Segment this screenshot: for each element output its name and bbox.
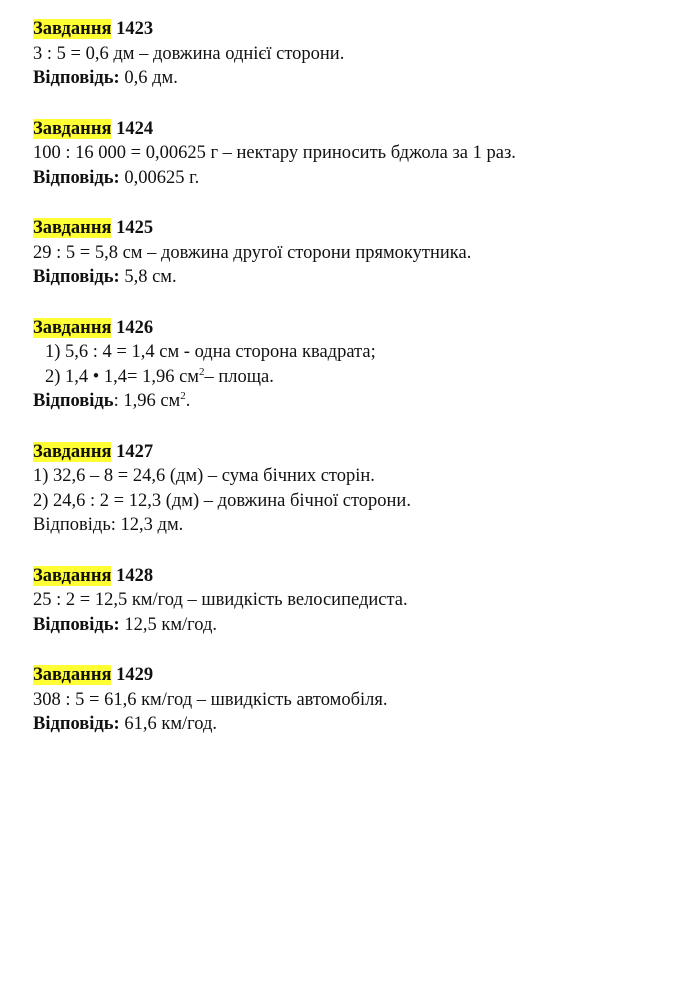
answer-value: : 1,96 см	[113, 391, 181, 411]
solution-step-1	[33, 340, 683, 365]
task-label-highlight: Завдання	[33, 565, 112, 586]
answer-line	[33, 389, 683, 414]
document-page	[33, 17, 683, 737]
task-number: 1423	[116, 19, 154, 39]
answer-label: Відповідь	[33, 391, 114, 411]
answer-label: Відповідь:	[33, 167, 120, 188]
solution-line: 2) 24,6 : 2 = 12,3 (дм) – довжина бічної сторони.	[33, 490, 411, 511]
task-heading	[33, 117, 683, 142]
task-heading	[33, 216, 683, 241]
step-tail: – площа.	[204, 366, 274, 387]
superscript: 2	[199, 365, 205, 378]
solution-line: 29 : 5 = 5,8 см – довжина другої сторони прямокутника.	[33, 242, 472, 263]
solution-line: 3 : 5 = 0,6 дм – довжина однієї сторони.	[33, 43, 345, 64]
answer-line	[33, 265, 683, 290]
task-number: 1425	[116, 218, 154, 238]
task-number: 1426	[116, 317, 154, 338]
task-label-highlight: Завдання	[33, 19, 112, 39]
answer-line	[33, 66, 683, 91]
task-number: 1429	[116, 665, 154, 685]
task-heading	[33, 564, 683, 589]
task-label-highlight: Завдання	[33, 441, 112, 462]
answer-line: Відповідь: 12,3 дм.	[33, 515, 184, 535]
task-1427	[33, 440, 683, 538]
solution-line: 25 : 2 = 12,5 км/год – швидкість велосипедиста.	[33, 590, 408, 610]
answer-value: 0,6 дм.	[119, 68, 178, 88]
task-number: 1427	[116, 441, 154, 462]
task-heading	[33, 663, 683, 688]
solution-line: 308 : 5 = 61,6 км/год – швидкість автомобіля.	[33, 689, 388, 710]
task-number: 1428	[116, 565, 154, 586]
solution-line: 100 : 16 000 = 0,00625 г – нектару приносить бджола за 1 раз.	[33, 143, 516, 163]
task-label-highlight: Завдання	[33, 218, 112, 238]
task-label-highlight: Завдання	[33, 118, 112, 139]
task-1424	[33, 117, 683, 191]
task-1429	[33, 663, 683, 737]
answer-label: Відповідь:	[33, 714, 120, 734]
answer-line	[33, 712, 683, 737]
task-1423	[33, 17, 683, 91]
task-1426	[33, 316, 683, 414]
task-label-highlight: Завдання	[33, 317, 112, 338]
answer-label: Відповідь:	[33, 68, 120, 88]
answer-value: 5,8 см.	[119, 267, 177, 287]
superscript: 2	[180, 390, 186, 402]
task-heading	[33, 316, 683, 341]
task-heading	[33, 440, 683, 465]
step-text: 2) 1,4 • 1,4= 1,96 см	[45, 366, 199, 387]
task-1425	[33, 216, 683, 290]
task-1428	[33, 564, 683, 638]
task-label-highlight: Завдання	[33, 665, 112, 685]
answer-label: Відповідь:	[33, 267, 120, 287]
answer-tail: .	[185, 391, 191, 411]
answer-value: 0,00625 г.	[119, 167, 200, 188]
task-number: 1424	[116, 118, 154, 139]
answer-value: 12,5 км/год.	[119, 614, 218, 635]
answer-value: 61,6 км/год.	[119, 714, 218, 734]
answer-label: Відповідь:	[33, 614, 120, 635]
solution-line: 1) 32,6 – 8 = 24,6 (дм) – сума бічних сторін.	[33, 466, 375, 486]
step-text: 1) 5,6 : 4 = 1,4 см - одна сторона квадрата;	[45, 342, 376, 362]
task-heading	[33, 17, 683, 42]
solution-step-2	[33, 365, 683, 390]
answer-line	[33, 613, 683, 638]
answer-line	[33, 166, 683, 191]
